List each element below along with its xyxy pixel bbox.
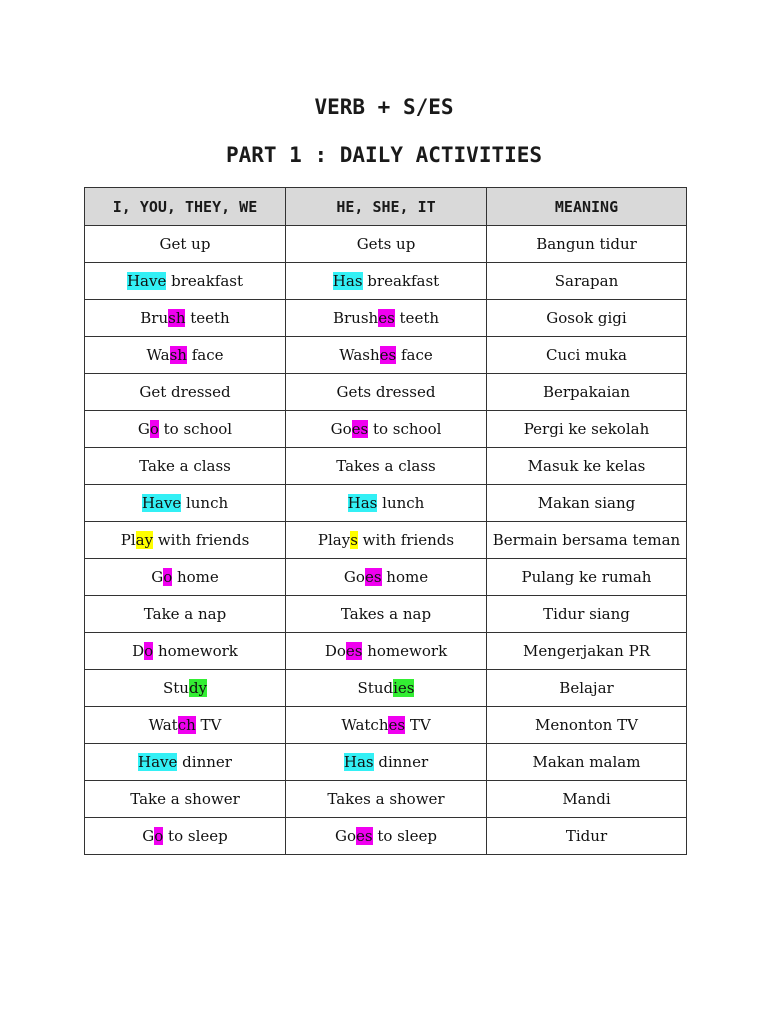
table-row: [85, 818, 687, 855]
table-row: [85, 596, 687, 633]
base-form-cell: [85, 337, 286, 374]
meaning-cell: Tidur siang: [487, 596, 687, 633]
highlighted-letters: Has: [332, 272, 363, 290]
highlighted-letters: es: [388, 716, 406, 734]
meaning-cell: Belajar: [487, 670, 687, 707]
word-text: Gets dressed: [336, 383, 436, 401]
third-person-form-cell: [286, 670, 487, 707]
word-text: Brush: [332, 309, 379, 327]
column-header-plural-subjects: I, YOU, THEY, WE: [85, 188, 286, 226]
word-text: breakfast: [362, 272, 440, 290]
highlighted-letters: o: [144, 642, 154, 660]
highlighted-letters: es: [351, 420, 369, 438]
word-text: Pl: [120, 531, 136, 549]
base-form-cell: [85, 226, 286, 263]
third-person-form-cell: [286, 522, 487, 559]
base-form-cell: [85, 522, 286, 559]
highlighted-letters: s: [350, 531, 358, 549]
word-text: lunch: [377, 494, 425, 512]
highlighted-letters: Have: [138, 753, 178, 771]
table-row: [85, 337, 687, 374]
word-text: Wash: [339, 346, 380, 364]
table-row: [85, 226, 687, 263]
table-row: [85, 411, 687, 448]
table-row: [85, 374, 687, 411]
column-header-singular-subjects: HE, SHE, IT: [286, 188, 487, 226]
base-form-cell: [85, 596, 286, 633]
table-row: [85, 744, 687, 781]
third-person-form-cell: [286, 263, 487, 300]
base-form-cell: [85, 485, 286, 522]
word-text: lunch: [181, 494, 229, 512]
third-person-form-cell: [286, 448, 487, 485]
word-text: with friends: [153, 531, 250, 549]
verb-table-header: [85, 188, 687, 226]
highlighted-letters: es: [355, 827, 373, 845]
word-text: Takes a nap: [340, 605, 432, 623]
table-row: [85, 522, 687, 559]
third-person-form-cell: [286, 707, 487, 744]
base-form-cell: [85, 744, 286, 781]
highlighted-letters: es: [345, 642, 363, 660]
table-row: [85, 633, 687, 670]
column-header-meaning: MEANING: [487, 188, 687, 226]
word-text: Do: [324, 642, 346, 660]
highlighted-letters: dy: [188, 679, 208, 697]
word-text: Get dressed: [139, 383, 231, 401]
third-person-form-cell: [286, 411, 487, 448]
word-text: breakfast: [166, 272, 244, 290]
base-form-cell: [85, 300, 286, 337]
word-text: Go: [334, 827, 356, 845]
word-text: TV: [195, 716, 222, 734]
meaning-cell: Bangun tidur: [487, 226, 687, 263]
word-text: G: [151, 568, 164, 586]
word-text: Stu: [162, 679, 189, 697]
meaning-cell: Pulang ke rumah: [487, 559, 687, 596]
meaning-cell: Sarapan: [487, 263, 687, 300]
word-text: dinner: [373, 753, 429, 771]
highlighted-letters: o: [154, 827, 164, 845]
word-text: Take a nap: [143, 605, 227, 623]
base-form-cell: [85, 633, 286, 670]
table-row: [85, 707, 687, 744]
word-text: Takes a shower: [327, 790, 445, 808]
meaning-cell: Menonton TV: [487, 707, 687, 744]
highlighted-letters: ay: [135, 531, 154, 549]
meaning-cell: Mandi: [487, 781, 687, 818]
meaning-cell: Mengerjakan PR: [487, 633, 687, 670]
highlighted-letters: Has: [347, 494, 378, 512]
word-text: Go: [330, 420, 352, 438]
meaning-cell: Makan siang: [487, 485, 687, 522]
word-text: teeth: [394, 309, 440, 327]
table-row: [85, 448, 687, 485]
word-text: D: [132, 642, 145, 660]
third-person-form-cell: [286, 300, 487, 337]
section-title: PART 1 : DAILY ACTIVITIES: [225, 143, 543, 167]
base-form-cell: [85, 818, 286, 855]
word-text: dinner: [177, 753, 232, 771]
third-person-form-cell: [286, 559, 487, 596]
highlighted-letters: es: [378, 309, 395, 327]
word-text: to sleep: [372, 827, 438, 845]
base-form-cell: [85, 670, 286, 707]
highlighted-letters: es: [379, 346, 397, 364]
document-title: VERB + S/ES: [314, 95, 454, 119]
word-text: face: [396, 346, 433, 364]
word-text: face: [186, 346, 224, 364]
meaning-cell: Berpakaian: [487, 374, 687, 411]
third-person-form-cell: [286, 633, 487, 670]
third-person-form-cell: [286, 744, 487, 781]
word-text: Watch: [341, 716, 389, 734]
table-row: [85, 300, 687, 337]
base-form-cell: [85, 411, 286, 448]
word-text: to school: [158, 420, 233, 438]
highlighted-letters: sh: [168, 309, 186, 327]
base-form-cell: [85, 559, 286, 596]
highlighted-letters: o: [149, 420, 159, 438]
highlighted-letters: o: [163, 568, 173, 586]
meaning-cell: Bermain bersama teman: [487, 522, 687, 559]
meaning-cell: Masuk ke kelas: [487, 448, 687, 485]
word-text: home: [172, 568, 219, 586]
word-text: Take a class: [139, 457, 231, 475]
base-form-cell: [85, 374, 286, 411]
meaning-cell: Cuci muka: [487, 337, 687, 374]
word-text: teeth: [185, 309, 230, 327]
word-text: homework: [362, 642, 448, 660]
table-row: [85, 781, 687, 818]
third-person-form-cell: [286, 337, 487, 374]
word-text: Wat: [148, 716, 178, 734]
word-text: Take a shower: [130, 790, 240, 808]
highlighted-letters: sh: [169, 346, 187, 364]
highlighted-letters: Have: [126, 272, 167, 290]
highlighted-letters: Have: [141, 494, 182, 512]
word-text: G: [142, 827, 155, 845]
word-text: Takes a class: [336, 457, 436, 475]
third-person-form-cell: [286, 374, 487, 411]
word-text: to school: [368, 420, 442, 438]
word-text: Bru: [140, 309, 169, 327]
table-row: [85, 263, 687, 300]
meaning-cell: Gosok gigi: [487, 300, 687, 337]
highlighted-letters: es: [364, 568, 382, 586]
third-person-form-cell: [286, 596, 487, 633]
meaning-cell: Makan malam: [487, 744, 687, 781]
table-row: [85, 670, 687, 707]
base-form-cell: [85, 707, 286, 744]
word-text: Get up: [159, 235, 211, 253]
word-text: Go: [343, 568, 365, 586]
word-text: to sleep: [163, 827, 228, 845]
table-row: [85, 559, 687, 596]
meaning-cell: Tidur: [487, 818, 687, 855]
meaning-cell: Pergi ke sekolah: [487, 411, 687, 448]
base-form-cell: [85, 263, 286, 300]
word-text: Wa: [146, 346, 170, 364]
third-person-form-cell: [286, 485, 487, 522]
word-text: Stud: [357, 679, 394, 697]
word-text: Play: [317, 531, 351, 549]
word-text: home: [381, 568, 429, 586]
third-person-form-cell: [286, 818, 487, 855]
highlighted-letters: ies: [393, 679, 415, 697]
base-form-cell: [85, 448, 286, 485]
third-person-form-cell: [286, 226, 487, 263]
verb-table-body: [85, 226, 687, 855]
highlighted-letters: Has: [343, 753, 374, 771]
word-text: homework: [153, 642, 238, 660]
highlighted-letters: ch: [177, 716, 196, 734]
word-text: G: [137, 420, 150, 438]
table-row: [85, 485, 687, 522]
word-text: with friends: [357, 531, 455, 549]
third-person-form-cell: [286, 781, 487, 818]
word-text: TV: [405, 716, 431, 734]
verb-table: [84, 187, 687, 855]
header-row: [85, 188, 687, 226]
word-text: Gets up: [356, 235, 416, 253]
base-form-cell: [85, 781, 286, 818]
